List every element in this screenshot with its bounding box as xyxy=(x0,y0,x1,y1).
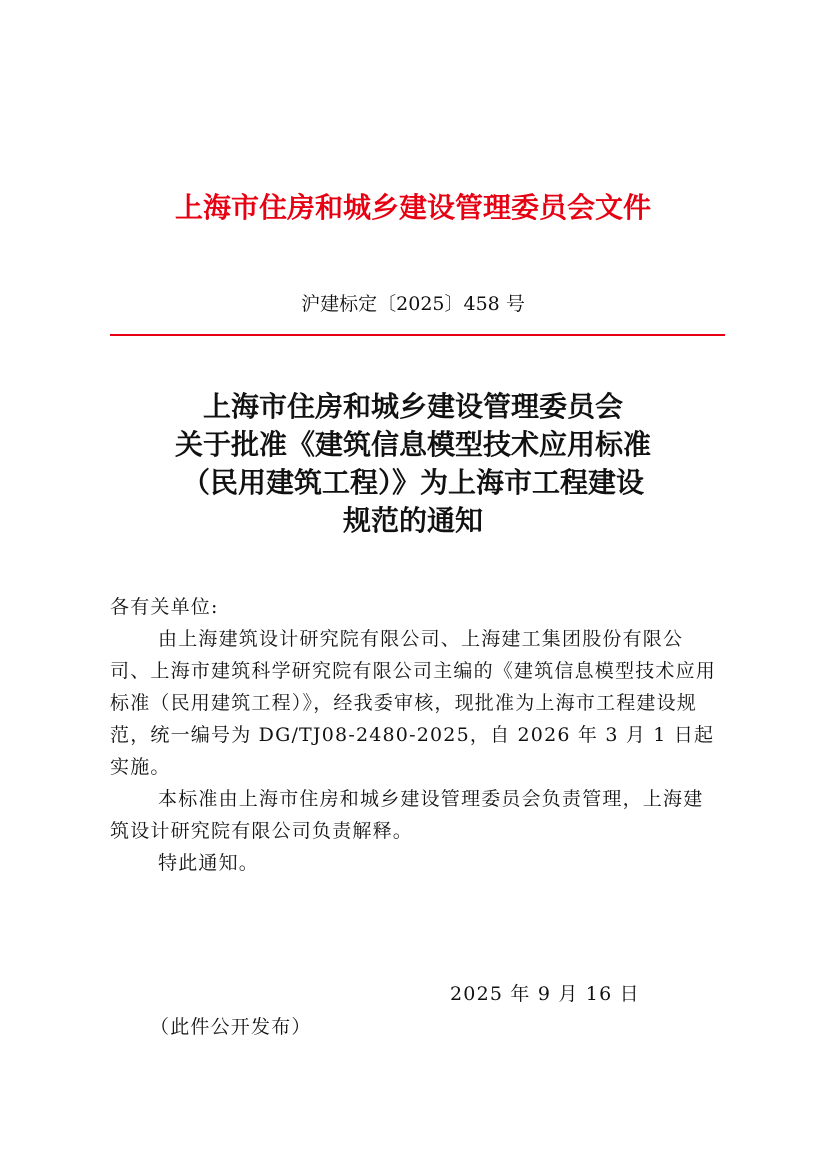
issue-date: 2025 年 9 月 16 日 xyxy=(450,983,640,1005)
release-note: （此件公开发布） xyxy=(150,1016,312,1038)
title-line-2: 关于批准《建筑信息模型技术应用标准 xyxy=(174,428,651,461)
document-number: 沪建标定〔2025〕458 号 xyxy=(301,293,525,315)
title-line-4: 规范的通知 xyxy=(342,504,483,537)
body-paragraph-closing: 特此通知。 xyxy=(158,852,260,874)
body-paragraph-approval: 由上海建筑设计研究院有限公司、上海建工集团股份有限公司、上海市建筑科学研究院有限公司主编的《建筑信息模型技术应用标准（民用建筑工程）》，经我委审核，现批准为上海市工程建设规范，统一编号为 DG/TJ08-2480-2025，自 2026 年 3 月 1 日起实施。 xyxy=(110,628,717,778)
issuer-header: 上海市住房和城乡建设管理委员会文件 xyxy=(174,191,651,224)
title-line-3: （民用建筑工程）》为上海市工程建设 xyxy=(181,466,644,499)
salutation: 各有关单位: xyxy=(110,596,219,618)
document-title xyxy=(0,388,826,540)
title-line-1: 上海市住房和城乡建设管理委员会 xyxy=(202,390,623,423)
notice-body xyxy=(110,591,718,879)
body-paragraph-management: 本标准由上海市住房和城乡建设管理委员会负责管理，上海建筑设计研究院有限公司负责解释。 xyxy=(110,788,704,842)
red-divider-line xyxy=(110,334,725,336)
